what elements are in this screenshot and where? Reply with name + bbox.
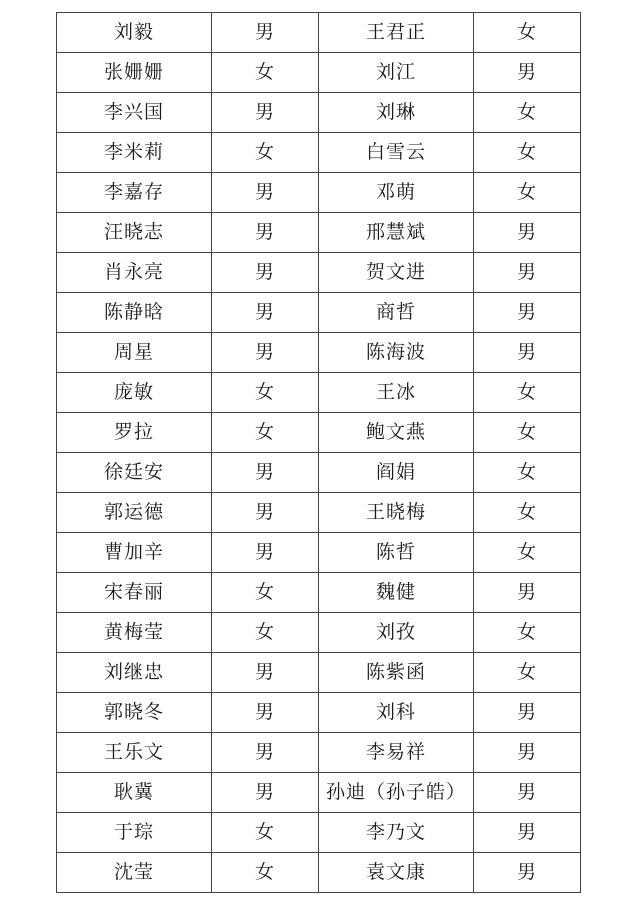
gender-cell-left: 男 [212, 733, 319, 773]
name-cell-right: 刘江 [319, 53, 474, 93]
name-cell-left: 郭运德 [57, 493, 212, 533]
gender-cell-right: 女 [474, 93, 581, 133]
gender-cell-left: 女 [212, 813, 319, 853]
name-cell-left: 耿冀 [57, 773, 212, 813]
gender-cell-right: 女 [474, 13, 581, 53]
name-cell-right: 刘琳 [319, 93, 474, 133]
name-cell-right: 邓萌 [319, 173, 474, 213]
table-row [57, 293, 581, 333]
gender-cell-left: 男 [212, 773, 319, 813]
gender-cell-left: 女 [212, 613, 319, 653]
name-cell-left: 刘毅 [57, 13, 212, 53]
table-row [57, 733, 581, 773]
name-cell-left: 李嘉存 [57, 173, 212, 213]
name-cell-right: 陈哲 [319, 533, 474, 573]
name-cell-left: 李兴国 [57, 93, 212, 133]
gender-cell-left: 男 [212, 173, 319, 213]
name-cell-right: 商哲 [319, 293, 474, 333]
roster-table [56, 12, 581, 893]
gender-cell-left: 男 [212, 693, 319, 733]
gender-cell-left: 女 [212, 853, 319, 893]
gender-cell-right: 女 [474, 493, 581, 533]
table-row [57, 493, 581, 533]
gender-cell-left: 男 [212, 653, 319, 693]
name-cell-right: 阎娟 [319, 453, 474, 493]
table-row [57, 853, 581, 893]
name-cell-right: 王君正 [319, 13, 474, 53]
name-cell-left: 刘继忠 [57, 653, 212, 693]
gender-cell-left: 男 [212, 533, 319, 573]
name-cell-left: 于琮 [57, 813, 212, 853]
gender-cell-right: 女 [474, 133, 581, 173]
name-cell-left: 周星 [57, 333, 212, 373]
name-cell-left: 陈静晗 [57, 293, 212, 333]
gender-cell-left: 女 [212, 53, 319, 93]
gender-cell-right: 女 [474, 373, 581, 413]
gender-cell-left: 男 [212, 213, 319, 253]
name-cell-right: 白雪云 [319, 133, 474, 173]
name-cell-right: 李乃文 [319, 813, 474, 853]
table-row [57, 653, 581, 693]
name-cell-left: 郭晓冬 [57, 693, 212, 733]
name-cell-right: 李易祥 [319, 733, 474, 773]
name-cell-left: 庞敏 [57, 373, 212, 413]
gender-cell-right: 男 [474, 773, 581, 813]
table-row [57, 693, 581, 733]
gender-cell-right: 女 [474, 173, 581, 213]
name-cell-right: 刘科 [319, 693, 474, 733]
name-cell-left: 汪晓志 [57, 213, 212, 253]
gender-cell-right: 女 [474, 453, 581, 493]
gender-cell-left: 男 [212, 13, 319, 53]
gender-cell-left: 男 [212, 293, 319, 333]
gender-cell-left: 男 [212, 493, 319, 533]
name-cell-left: 罗拉 [57, 413, 212, 453]
name-cell-right: 王晓梅 [319, 493, 474, 533]
table-row [57, 93, 581, 133]
name-cell-right: 陈海波 [319, 333, 474, 373]
table-row [57, 773, 581, 813]
gender-cell-right: 女 [474, 613, 581, 653]
table-row [57, 813, 581, 853]
name-cell-right: 袁文康 [319, 853, 474, 893]
gender-cell-right: 男 [474, 733, 581, 773]
gender-cell-left: 男 [212, 453, 319, 493]
name-cell-left: 沈莹 [57, 853, 212, 893]
table-row [57, 213, 581, 253]
gender-cell-right: 男 [474, 53, 581, 93]
name-cell-left: 肖永亮 [57, 253, 212, 293]
gender-cell-right: 男 [474, 853, 581, 893]
roster-table-body [57, 13, 581, 893]
table-row [57, 453, 581, 493]
gender-cell-left: 女 [212, 133, 319, 173]
name-cell-right: 王冰 [319, 373, 474, 413]
table-row [57, 13, 581, 53]
table-row [57, 133, 581, 173]
gender-cell-right: 男 [474, 813, 581, 853]
gender-cell-right: 男 [474, 693, 581, 733]
gender-cell-right: 男 [474, 253, 581, 293]
table-row [57, 613, 581, 653]
name-cell-left: 王乐文 [57, 733, 212, 773]
gender-cell-left: 女 [212, 413, 319, 453]
table-row [57, 333, 581, 373]
name-cell-right: 刘孜 [319, 613, 474, 653]
table-row [57, 533, 581, 573]
name-cell-left: 曹加辛 [57, 533, 212, 573]
gender-cell-left: 男 [212, 253, 319, 293]
gender-cell-right: 男 [474, 573, 581, 613]
gender-cell-right: 男 [474, 213, 581, 253]
gender-cell-right: 女 [474, 413, 581, 453]
name-cell-right: 陈紫函 [319, 653, 474, 693]
gender-cell-left: 女 [212, 573, 319, 613]
table-row [57, 173, 581, 213]
gender-cell-left: 女 [212, 373, 319, 413]
name-cell-left: 张姗姗 [57, 53, 212, 93]
gender-cell-left: 男 [212, 93, 319, 133]
table-row [57, 573, 581, 613]
name-cell-left: 徐廷安 [57, 453, 212, 493]
name-cell-right: 邢慧斌 [319, 213, 474, 253]
table-row [57, 253, 581, 293]
gender-cell-right: 女 [474, 653, 581, 693]
gender-cell-right: 男 [474, 293, 581, 333]
name-cell-right: 魏健 [319, 573, 474, 613]
name-cell-left: 黄梅莹 [57, 613, 212, 653]
table-row [57, 53, 581, 93]
gender-cell-right: 男 [474, 333, 581, 373]
table-row [57, 413, 581, 453]
roster-sheet [56, 12, 580, 893]
gender-cell-right: 女 [474, 533, 581, 573]
gender-cell-left: 男 [212, 333, 319, 373]
name-cell-right: 孙迪（孙子皓） [319, 773, 474, 813]
name-cell-right: 贺文进 [319, 253, 474, 293]
table-row [57, 373, 581, 413]
name-cell-left: 宋春丽 [57, 573, 212, 613]
name-cell-right: 鲍文燕 [319, 413, 474, 453]
name-cell-left: 李米莉 [57, 133, 212, 173]
